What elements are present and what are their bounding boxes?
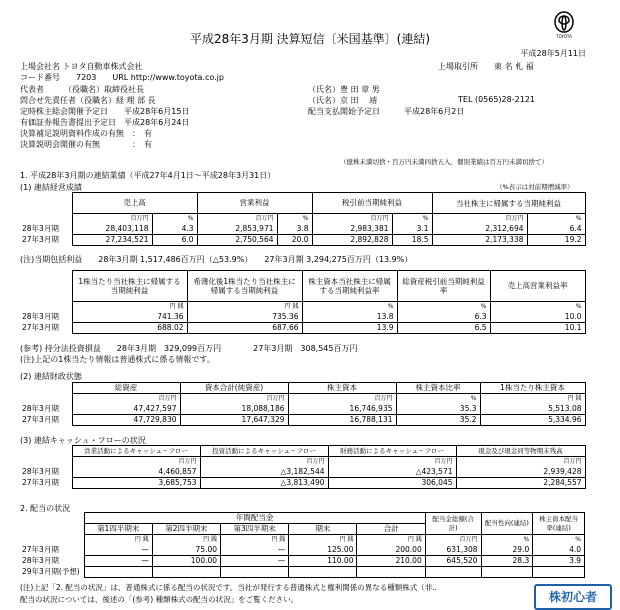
cell: 6.4 (527, 224, 585, 235)
rounding-note: （億株未満切捨・百万円未満四捨五入、個別業績は百万円未満切捨て） (340, 158, 548, 166)
unit-label: % (277, 214, 312, 224)
table-row (20, 566, 585, 577)
header-total-equity: 資本合計(純資産) (180, 383, 288, 394)
header-q3: 第3四半期末 (221, 524, 289, 535)
table-row (20, 322, 585, 333)
header-diluted-eps: 希薄化後1株当たり当社株主に帰属する当期純利益 (187, 271, 302, 302)
header-total: 合計 (357, 524, 425, 535)
cell (289, 566, 357, 577)
cell: 735.36 (187, 312, 302, 323)
row-label: 27年3月期 (22, 322, 59, 332)
header-roa: 総資産税引前当期純利益率 (397, 271, 490, 302)
table-row (20, 404, 585, 415)
cell: 47,427,597 (72, 404, 180, 415)
operating-results-table (20, 192, 586, 246)
header-operating-cf: 営業活動によるキャッシュ・フロー (72, 446, 200, 457)
cell: 35.3 (396, 404, 480, 415)
representative-name: （氏名）豊 田 章 男 (308, 85, 380, 94)
unit-label: 百万円 (288, 394, 396, 404)
supplementary-material: 決算補足説明資料作成の有無 ： 有 (20, 129, 152, 138)
cell: 2,312,694 (432, 224, 527, 235)
dividend-note-line2: 配当の状況については、後述の「(参考) 種類株式の配当の状況」をご覧ください。 (20, 595, 299, 604)
row-label: 27年3月期 (22, 414, 59, 424)
unit-label: 百万円 (180, 394, 288, 404)
cell: 13.8 (302, 312, 397, 323)
unit-label: 円 銭 (187, 302, 302, 312)
header-operating-income: 営業利益 (197, 193, 312, 214)
row-label: 28年3月期 (22, 466, 59, 476)
table-row (20, 477, 585, 488)
cell: △3,813,490 (200, 477, 328, 488)
unit-label: 百万円 (72, 457, 200, 467)
cell: 5,513.08 (480, 404, 585, 415)
row-label: 28年3月期 (22, 555, 59, 565)
unit-label: 円 銭 (72, 302, 187, 312)
cell (481, 566, 533, 577)
table-row (20, 555, 585, 566)
financial-position-heading: (2) 連結財政状態 (20, 372, 82, 381)
contact-tel: TEL (0565)28-2121 (458, 95, 535, 104)
document-date: 平成28年5月11日 (520, 49, 586, 58)
cell: 20.0 (277, 234, 312, 245)
row-label: 27年3月期 (22, 544, 59, 554)
row-label: 28年3月期 (22, 311, 59, 321)
header-payout-ratio: 配当性向(連結) (481, 513, 533, 535)
header-net-income: 当社株主に帰属する当期純利益 (432, 193, 585, 214)
row-label: 28年3月期 (22, 223, 59, 233)
cell: 3.8 (277, 224, 312, 235)
cell: 2,983,381 (312, 224, 392, 235)
dividend-note-line1: (注)上記「2. 配当の状況」は、普通株式に係る配当の状況です。当社が発行する普通株式と権利関係の異なる種類株式（非.. (20, 583, 438, 592)
cell: 4,460,857 (72, 467, 200, 478)
header-cash-end: 現金及び現金同等物期末残高 (456, 446, 585, 457)
cell (533, 566, 585, 577)
dividend-payment-date: 配当支払開始予定日 平成28年6月2日 (308, 107, 465, 116)
cell: 17,647,329 (180, 414, 288, 425)
section-1-heading: 1. 平成28年3月期の連結業績（平成27年4月1日～平成28年3月31日） (20, 171, 276, 180)
cell: 6.3 (397, 312, 490, 323)
unit-label: % (533, 535, 585, 545)
unit-label: 百万円 (72, 394, 180, 404)
cell: — (221, 555, 289, 566)
beginner-badge[interactable]: 株初心者 (534, 584, 612, 610)
logo-text: TOYOTA (556, 34, 572, 39)
cell (84, 566, 152, 577)
equity-method-note: (参考) 持分法投資損益 28年3月期 329,099百万円 27年3月期 308,545百万円 (20, 344, 358, 353)
header-year-end: 期末 (289, 524, 357, 535)
cell: 741.36 (72, 312, 187, 323)
cell (357, 566, 425, 577)
agm-date: 定時株主総会開催予定日 平成28年6月15日 (20, 107, 190, 116)
cell: 2,750,564 (197, 234, 277, 245)
cell: 110.00 (289, 555, 357, 566)
comprehensive-income-note: (注)当期包括利益 28年3月期 1,517,486百万円（△53.9%） 27年3月期 3,294,275百万円（13.9%） (20, 255, 413, 264)
cell: 10.0 (490, 312, 585, 323)
table-row (20, 234, 585, 245)
toyota-logo (553, 10, 575, 38)
unit-label: 円 銭 (289, 535, 357, 545)
header-total-assets: 総資産 (72, 383, 180, 394)
header-q1: 第1四半期末 (84, 524, 152, 535)
unit-label: 円 銭 (221, 535, 289, 545)
percent-change-note: （%表示は対前期増減率） (496, 183, 574, 191)
header-q2: 第2四半期末 (152, 524, 220, 535)
cash-flow-heading: (3) 連結キャッシュ・フローの状況 (20, 436, 146, 445)
cell (425, 566, 481, 577)
earnings-briefing: 決算説明会開催の有無 ： 有 (20, 140, 152, 149)
header-bps: 1株当たり株主資本 (480, 383, 585, 394)
cell: 28.3 (481, 555, 533, 566)
cell: 35.2 (396, 414, 480, 425)
header-roe: 株主資本当社株主に帰属する当期純利益率 (302, 271, 397, 302)
representative-title: 代表者 （役職名）取締役社長 (20, 85, 144, 94)
header-doe: 株主資本配当率(連結) (533, 513, 585, 535)
header-sales: 売上高 (72, 193, 197, 214)
cell: 125.00 (289, 545, 357, 556)
unit-label: 百万円 (425, 535, 481, 545)
cell (152, 566, 220, 577)
listed-exchange: 上場取引所 東 名 札 福 (438, 62, 534, 71)
cell: 6.0 (152, 234, 197, 245)
header-shareholders-equity: 株主資本 (288, 383, 396, 394)
unit-label: 円 銭 (480, 394, 585, 404)
cell: — (84, 545, 152, 556)
cell: 13.9 (302, 322, 397, 333)
cell: 18,088,186 (180, 404, 288, 415)
unit-label: 百万円 (197, 214, 277, 224)
report-filing-date: 有価証券報告書提出予定日 平成28年6月24日 (20, 118, 190, 127)
unit-label: 百万円 (312, 214, 392, 224)
cell: 16,788,131 (288, 414, 396, 425)
unit-label: % (152, 214, 197, 224)
unit-label: 百万円 (200, 457, 328, 467)
row-label: 29年3月期(予想) (22, 566, 80, 576)
row-label: 27年3月期 (22, 477, 59, 487)
company-name: 上場会社名 トヨタ自動車株式会社 (20, 62, 143, 71)
table-row (20, 545, 585, 556)
cell: 645,520 (425, 555, 481, 566)
cell: 3,685,753 (72, 477, 200, 488)
row-label: 27年3月期 (22, 234, 59, 244)
cell: 688.02 (72, 322, 187, 333)
cell: 4.3 (152, 224, 197, 235)
unit-label: 円 銭 (152, 535, 220, 545)
contact-name: （氏名）京 田 靖 (308, 96, 378, 105)
cell: 28,403,118 (72, 224, 152, 235)
header-pretax-income: 税引前当期純利益 (312, 193, 432, 214)
cell: 10.1 (490, 322, 585, 333)
cell (221, 566, 289, 577)
cell: 2,173,338 (432, 234, 527, 245)
toyota-emblem-icon (553, 10, 575, 34)
cell: 3.1 (392, 224, 432, 235)
unit-label: % (481, 535, 533, 545)
cell: 100.00 (152, 555, 220, 566)
cell: 2,853,971 (197, 224, 277, 235)
table-row (20, 467, 585, 478)
cell: △3,182,544 (200, 467, 328, 478)
cell: △423,571 (328, 467, 456, 478)
cell: 687.66 (187, 322, 302, 333)
cell: 210.00 (357, 555, 425, 566)
operating-results-heading: (1) 連結経営成績 (20, 183, 82, 192)
unit-label: % (392, 214, 432, 224)
cell: 16,746,935 (288, 404, 396, 415)
table-row (20, 224, 585, 235)
header-eps: 1株当たり当社株主に帰属する当期純利益 (72, 271, 187, 302)
header-financing-cf: 財務活動によるキャッシュ・フロー (328, 446, 456, 457)
unit-label: % (527, 214, 585, 224)
unit-label: % (302, 302, 397, 312)
cell: — (221, 545, 289, 556)
cash-flow-table (20, 445, 586, 489)
table-row (20, 414, 585, 425)
cell: 6.5 (397, 322, 490, 333)
cell: 4.0 (533, 545, 585, 556)
contact-title: 問合せ先責任者（役職名）経 理 部 長 (20, 96, 156, 105)
cell: 29.0 (481, 545, 533, 556)
cell: 47,729,830 (72, 414, 180, 425)
unit-label: % (490, 302, 585, 312)
unit-label: 百万円 (432, 214, 527, 224)
cell: 2,892,828 (312, 234, 392, 245)
unit-label: 百万円 (72, 214, 152, 224)
financial-position-table (20, 382, 586, 426)
header-investing-cf: 投資活動によるキャッシュ・フロー (200, 446, 328, 457)
per-share-info-note: (注)上記の1株当たり情報は普通株式に係る情報です。 (20, 355, 215, 364)
cell: 306,045 (328, 477, 456, 488)
unit-label: 百万円 (456, 457, 585, 467)
dividend-table (20, 512, 585, 578)
cell: 3.9 (533, 555, 585, 566)
header-equity-ratio: 株主資本比率 (396, 383, 480, 394)
table-row (20, 312, 585, 323)
cell: 200.00 (357, 545, 425, 556)
header-total-dividends: 配当金総額(合計) (425, 513, 481, 535)
cell: 631,308 (425, 545, 481, 556)
unit-label: 円 銭 (84, 535, 152, 545)
cell: 2,939,428 (456, 467, 585, 478)
cell: 18.5 (392, 234, 432, 245)
code-and-url: コード番号 7203 URL http://www.toyota.co.jp (20, 73, 224, 82)
unit-label: % (396, 394, 480, 404)
unit-label: 百万円 (328, 457, 456, 467)
cell: 27,234,521 (72, 234, 152, 245)
cell: — (84, 555, 152, 566)
header-operating-margin: 売上高営業利益率 (490, 271, 585, 302)
row-label: 28年3月期 (22, 403, 59, 413)
document-title: 平成28年3月期 決算短信〔米国基準〕(連結) (189, 32, 431, 46)
per-share-table (20, 270, 586, 334)
cell: 19.2 (527, 234, 585, 245)
annual-dividend-header: 年間配当金 (84, 513, 425, 524)
unit-label: 円 銭 (357, 535, 425, 545)
section-2-heading: 2. 配当の状況 (20, 504, 71, 513)
cell: 2,284,557 (456, 477, 585, 488)
cell: 5,334.96 (480, 414, 585, 425)
cell: 75.00 (152, 545, 220, 556)
unit-label: % (397, 302, 490, 312)
